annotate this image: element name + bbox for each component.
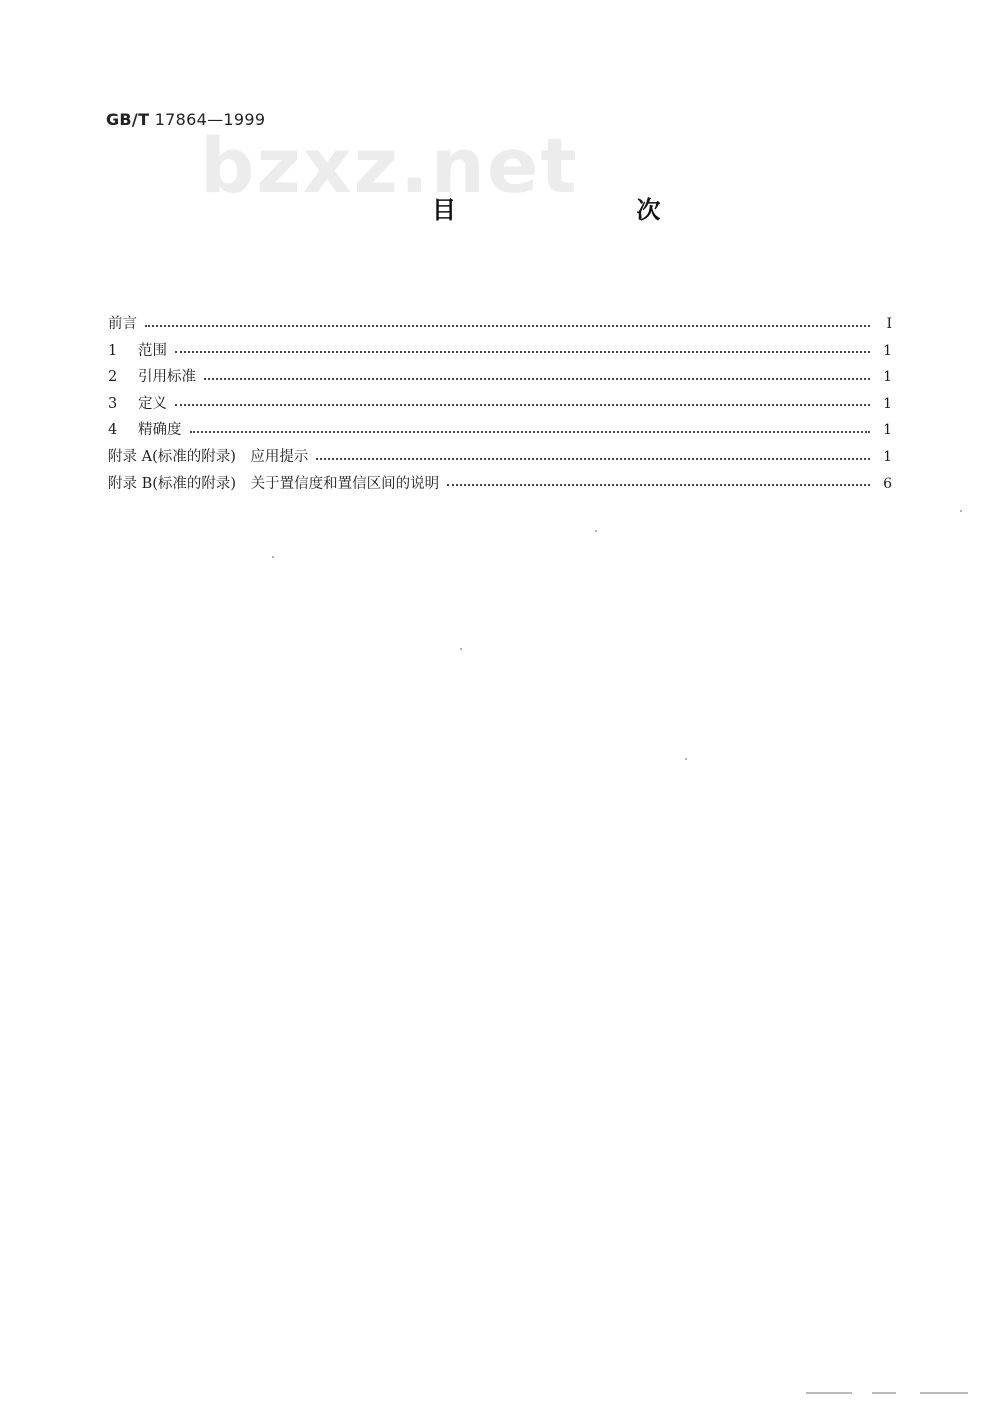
toc-entry-label: 附录 A(标准的附录) 应用提示 [108, 448, 309, 465]
toc-entry-references[interactable] [108, 365, 892, 392]
toc-entry-label: 附录 B(标准的附录) 关于置信度和置信区间的说明 [108, 475, 440, 492]
toc-leader-dots [190, 431, 871, 433]
toc-entry-page: 6 [883, 475, 892, 492]
toc-entry-appendix-b[interactable] [108, 472, 892, 499]
toc-entry-label: 前言 [108, 316, 137, 332]
scan-speck [960, 510, 962, 512]
toc-entry-label: 范围 [138, 342, 167, 359]
table-of-contents [108, 312, 892, 498]
toc-leader-dots [316, 458, 870, 460]
toc-entry-label: 引用标准 [138, 369, 196, 386]
standard-prefix: GB/T [106, 110, 150, 129]
toc-entry-appendix-a[interactable] [108, 445, 892, 472]
scan-speck [595, 530, 597, 532]
toc-entry-page: 1 [883, 342, 892, 359]
toc-entry-definitions[interactable] [108, 392, 892, 419]
toc-entry-page: I [886, 316, 892, 332]
toc-entry-label: 精确度 [138, 422, 182, 439]
page-title: 目 次 [432, 196, 747, 224]
toc-entry-page: 1 [883, 422, 892, 439]
toc-entry-page: 1 [883, 395, 892, 412]
toc-entry-label: 定义 [138, 395, 167, 412]
toc-entry-number: 4 [108, 422, 118, 439]
toc-entry-scope[interactable] [108, 339, 892, 366]
scan-speck [272, 556, 274, 558]
toc-entry-number: 1 [108, 342, 118, 359]
footer-rule [920, 1392, 968, 1394]
toc-entry-page: 1 [883, 369, 892, 386]
toc-leader-dots [204, 378, 870, 380]
footer-rule [806, 1392, 852, 1394]
standard-number: 17864—1999 [154, 110, 266, 129]
toc-entry-precision[interactable] [108, 418, 892, 445]
toc-entry-foreword[interactable] [108, 312, 892, 339]
toc-leader-dots [175, 351, 870, 353]
toc-entry-page: 1 [883, 448, 892, 465]
toc-leader-dots [175, 404, 870, 406]
footer-rule [872, 1392, 896, 1394]
toc-entry-number: 3 [108, 395, 118, 412]
toc-leader-dots [145, 325, 870, 327]
scan-speck [685, 758, 687, 760]
toc-leader-dots [447, 484, 870, 486]
watermark-logo: bzxz.net [200, 121, 579, 210]
scan-speck [460, 648, 462, 650]
toc-entry-number: 2 [108, 369, 118, 386]
